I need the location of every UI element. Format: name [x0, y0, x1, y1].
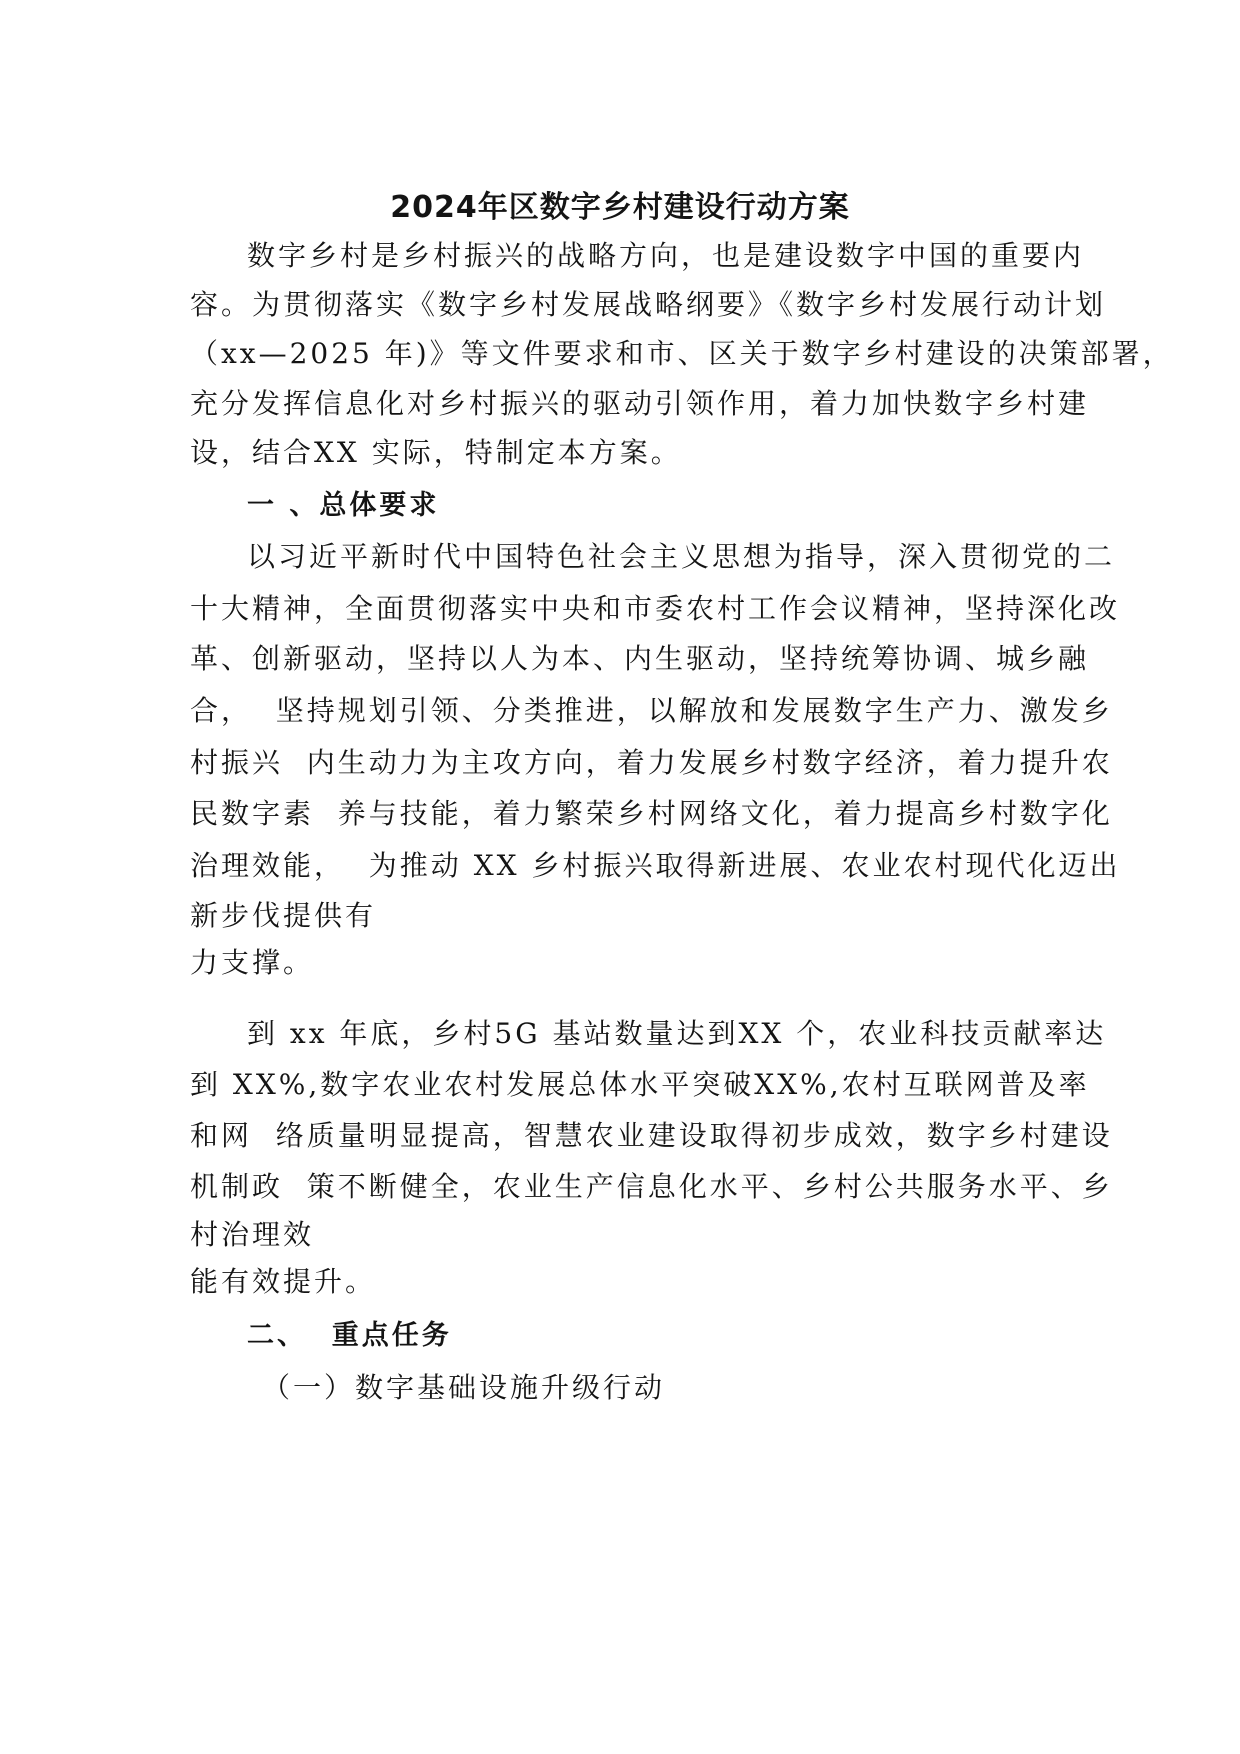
body-line: 村治理效	[190, 1218, 315, 1251]
body-line: 合， 坚持规划引领、分类推进，以解放和发展数字生产力、激发乡	[190, 694, 1113, 727]
body-line: 和网 络质量明显提高，智慧农业建设取得初步成效，数字乡村建设	[190, 1119, 1113, 1152]
intro-line: 数字乡村是乡村振兴的战略方向，也是建设数字中国的重要内	[247, 239, 1085, 272]
body-line: 以习近平新时代中国特色社会主义思想为指导，深入贯彻党的二	[247, 540, 1116, 573]
body-line: 到 xx 年底，乡村5G 基站数量达到XX 个，农业科技贡献率达	[247, 1017, 1107, 1050]
body-line: 机制政 策不断健全，农业生产信息化水平、乡村公共服务水平、乡	[190, 1170, 1113, 1203]
intro-line: （xx—2025 年)》等文件要求和市、区关于数字乡村建设的决策部署，	[190, 337, 1174, 370]
body-line: 治理效能， 为推动 XX 乡村振兴取得新进展、农业农村现代化迈出	[190, 849, 1121, 882]
section-heading-overall-requirements: 一 、总体要求	[247, 490, 440, 521]
intro-line: 充分发挥信息化对乡村振兴的驱动引领作用，着力加快数字乡村建	[190, 387, 1090, 420]
intro-line: 容。为贯彻落实《数字乡村发展战略纲要》《数字乡村发展行动计划	[190, 288, 1107, 321]
section-heading-key-tasks: 二、 重点任务	[247, 1320, 452, 1351]
body-line: 能有效提升。	[190, 1265, 377, 1298]
body-line: 十大精神，全面贯彻落实中央和市委农村工作会议精神，坚持深化改	[190, 592, 1121, 625]
body-line: 力支撑。	[190, 946, 315, 979]
body-line: 村振兴 内生动力为主攻方向，着力发展乡村数字经济，着力提升农	[190, 746, 1113, 779]
body-line: 民数字素 养与技能，着力繁荣乡村网络文化，着力提高乡村数字化	[190, 797, 1113, 830]
body-line: 新步伐提供有	[190, 899, 377, 932]
document-title: 2024年区数字乡村建设行动方案	[390, 190, 850, 225]
body-line: 革、创新驱动，坚持以人为本、内生驱动，坚持统筹协调、城乡融	[190, 642, 1090, 675]
body-line: 到 XX%,数字农业农村发展总体水平突破XX%,农村互联网普及率	[190, 1068, 1090, 1101]
subsection-heading: （一）数字基础设施升级行动	[262, 1371, 666, 1404]
intro-line: 设，结合XX 实际，特制定本方案。	[190, 436, 682, 469]
